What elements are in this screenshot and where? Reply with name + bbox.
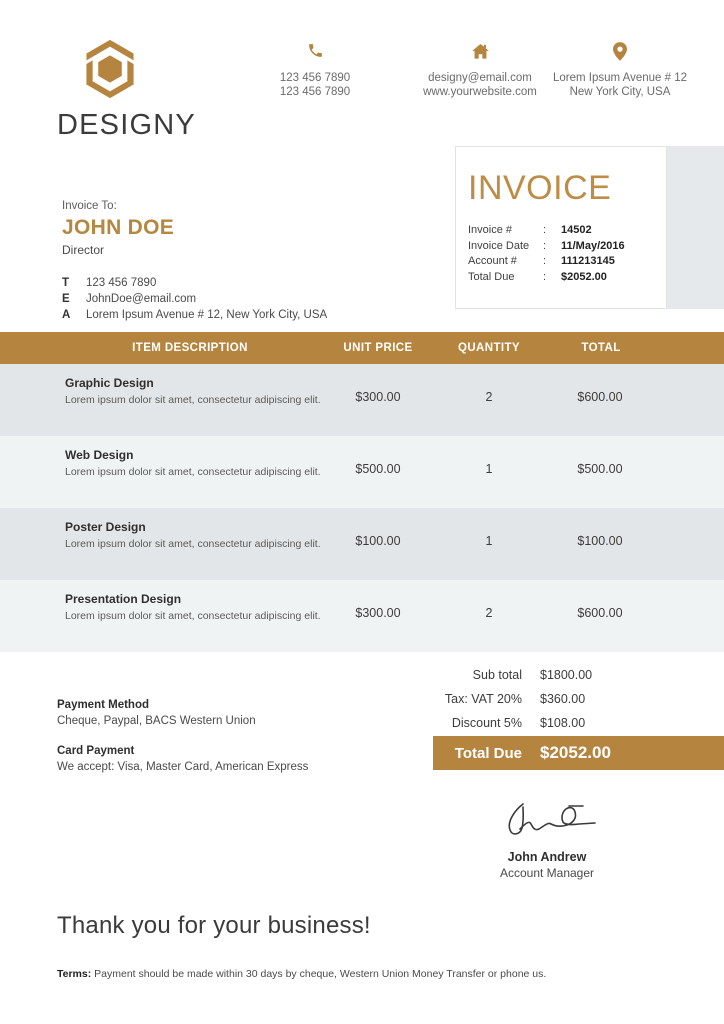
item-total: $600.00: [577, 606, 623, 620]
invoice-meta-separator: :: [543, 239, 547, 252]
location-pin-icon: [525, 42, 715, 62]
card-payment-text: We accept: Visa, Master Card, American Express: [57, 761, 309, 773]
payment-method-heading: Payment Method: [57, 699, 150, 711]
hexagon-logo-icon: [79, 38, 141, 100]
client-phone-key: T: [62, 277, 70, 289]
signer-name: John Andrew: [507, 850, 587, 864]
account-number-label: Account #: [468, 255, 517, 267]
client-address-key: A: [62, 309, 71, 321]
client-contact-rows: [62, 275, 392, 323]
table-row: [0, 580, 724, 652]
table-row: [0, 364, 724, 436]
payment-spacer: [57, 730, 397, 743]
invoice-to-block: [62, 200, 392, 323]
invoice-number-label: Invoice #: [468, 224, 513, 236]
tax-value: $360.00: [540, 692, 586, 706]
client-address-value: Lorem Ipsum Avenue # 12, New York City, USA: [86, 309, 328, 321]
table-row: [0, 436, 724, 508]
item-description-cell: [65, 375, 327, 408]
payment-method-text: Cheque, Paypal, BACS Western Union: [57, 715, 256, 727]
invoice-summary-card: [455, 146, 667, 309]
column-header-description: ITEM DESCRIPTION: [132, 342, 248, 354]
tax-label: Tax: VAT 20%: [444, 692, 522, 706]
client-contact-row: [62, 275, 392, 291]
invoice-to-label: Invoice To:: [62, 200, 117, 212]
items-table-header: [0, 332, 724, 364]
column-header-total: TOTAL: [581, 342, 621, 354]
item-title: Presentation Design: [65, 592, 182, 606]
item-unit-price: $300.00: [355, 390, 401, 404]
invoice-meta-row: [468, 254, 666, 270]
column-header-quantity: QUANTITY: [458, 342, 520, 354]
total-due-bar-value: $2052.00: [540, 743, 611, 762]
item-subtitle: Lorem ipsum dolor sit amet, consectetur adipiscing elit.: [65, 538, 321, 550]
total-due-label: Total Due: [468, 270, 515, 283]
item-total: $600.00: [577, 390, 623, 404]
address-line-1: Lorem Ipsum Avenue # 12: [552, 72, 688, 84]
item-unit-price: $100.00: [355, 534, 401, 548]
column-header-unit-price: UNIT PRICE: [343, 342, 413, 354]
item-quantity: 1: [485, 534, 493, 548]
client-phone-value: 123 456 7890: [86, 277, 157, 289]
totals-row-subtotal: [400, 663, 724, 687]
client-contact-row: [62, 291, 392, 307]
invoice-meta-row: [468, 239, 666, 255]
item-title: Web Design: [65, 448, 134, 462]
item-quantity: 1: [485, 462, 493, 476]
discount-value: $108.00: [540, 716, 586, 730]
invoice-meta-separator: :: [543, 224, 547, 236]
totals-row-tax: [400, 687, 724, 711]
page-header: [0, 0, 724, 145]
item-description-cell: [65, 447, 327, 480]
invoice-title: INVOICE: [468, 169, 612, 207]
client-email-key: E: [62, 293, 70, 305]
totals-block: [400, 663, 724, 762]
phone-line-1: 123 456 7890: [279, 72, 351, 84]
table-row: [0, 508, 724, 580]
items-table-body: [0, 364, 724, 652]
phone-icon: [240, 42, 390, 62]
client-contact-row: [62, 307, 392, 323]
discount-label: Discount 5%: [451, 716, 522, 730]
item-quantity: 2: [485, 606, 493, 620]
client-name: JOHN DOE: [62, 216, 175, 239]
total-due-bar: [433, 736, 724, 770]
brand-block: [57, 38, 257, 142]
client-role: Director: [62, 243, 105, 257]
item-unit-price: $300.00: [355, 606, 401, 620]
client-email-value: JohnDoe@email.com: [86, 293, 197, 305]
signer-role: Account Manager: [499, 866, 595, 880]
item-description-cell: [65, 519, 327, 552]
item-subtitle: Lorem ipsum dolor sit amet, consectetur adipiscing elit.: [65, 466, 321, 478]
contact-block-address: [525, 42, 715, 99]
website-text: www.yourwebsite.com: [423, 86, 537, 98]
thank-you-message: Thank you for your business!: [57, 912, 371, 939]
item-title: Graphic Design: [65, 376, 154, 390]
item-title: Poster Design: [65, 520, 146, 534]
terms-text: Payment should be made within 30 days by cheque, Western Union Money Transfer or phone us.: [91, 968, 547, 980]
item-description-cell: [65, 591, 327, 624]
item-total: $500.00: [577, 462, 623, 476]
invoice-meta-list: [468, 223, 666, 285]
invoice-date-value: 11/May/2016: [561, 239, 625, 252]
invoice-meta-row: [468, 270, 666, 286]
totals-row-discount: [400, 711, 724, 735]
subtotal-value: $1800.00: [540, 668, 593, 682]
invoice-meta-separator: :: [543, 255, 547, 267]
contact-block-phone: [240, 42, 390, 99]
invoice-date-label: Invoice Date: [468, 239, 530, 252]
terms-line: [57, 968, 546, 980]
item-subtitle: Lorem ipsum dolor sit amet, consectetur adipiscing elit.: [65, 610, 321, 622]
card-payment-heading: Card Payment: [57, 745, 135, 757]
item-quantity: 2: [485, 390, 493, 404]
item-total: $100.00: [577, 534, 623, 548]
subtotal-label: Sub total: [472, 668, 522, 682]
total-due-bar-label: Total Due: [454, 744, 522, 762]
invoice-meta-separator: :: [543, 270, 547, 283]
item-subtitle: Lorem ipsum dolor sit amet, consectetur adipiscing elit.: [65, 394, 321, 406]
brand-name: DESIGNY: [57, 109, 196, 141]
account-number-value: 111213145: [561, 255, 615, 267]
address-line-2: New York City, USA: [569, 86, 671, 98]
phone-line-2: 123 456 7890: [279, 86, 351, 98]
terms-label: Terms:: [57, 968, 92, 980]
invoice-number-value: 14502: [561, 224, 592, 236]
invoice-meta-row: [468, 223, 666, 239]
signature-block: [466, 798, 628, 880]
email-text: designy@email.com: [428, 72, 532, 84]
total-due-value: $2052.00: [561, 270, 607, 283]
payment-info-block: [57, 697, 397, 776]
item-unit-price: $500.00: [355, 462, 401, 476]
signature-icon: [487, 798, 607, 844]
